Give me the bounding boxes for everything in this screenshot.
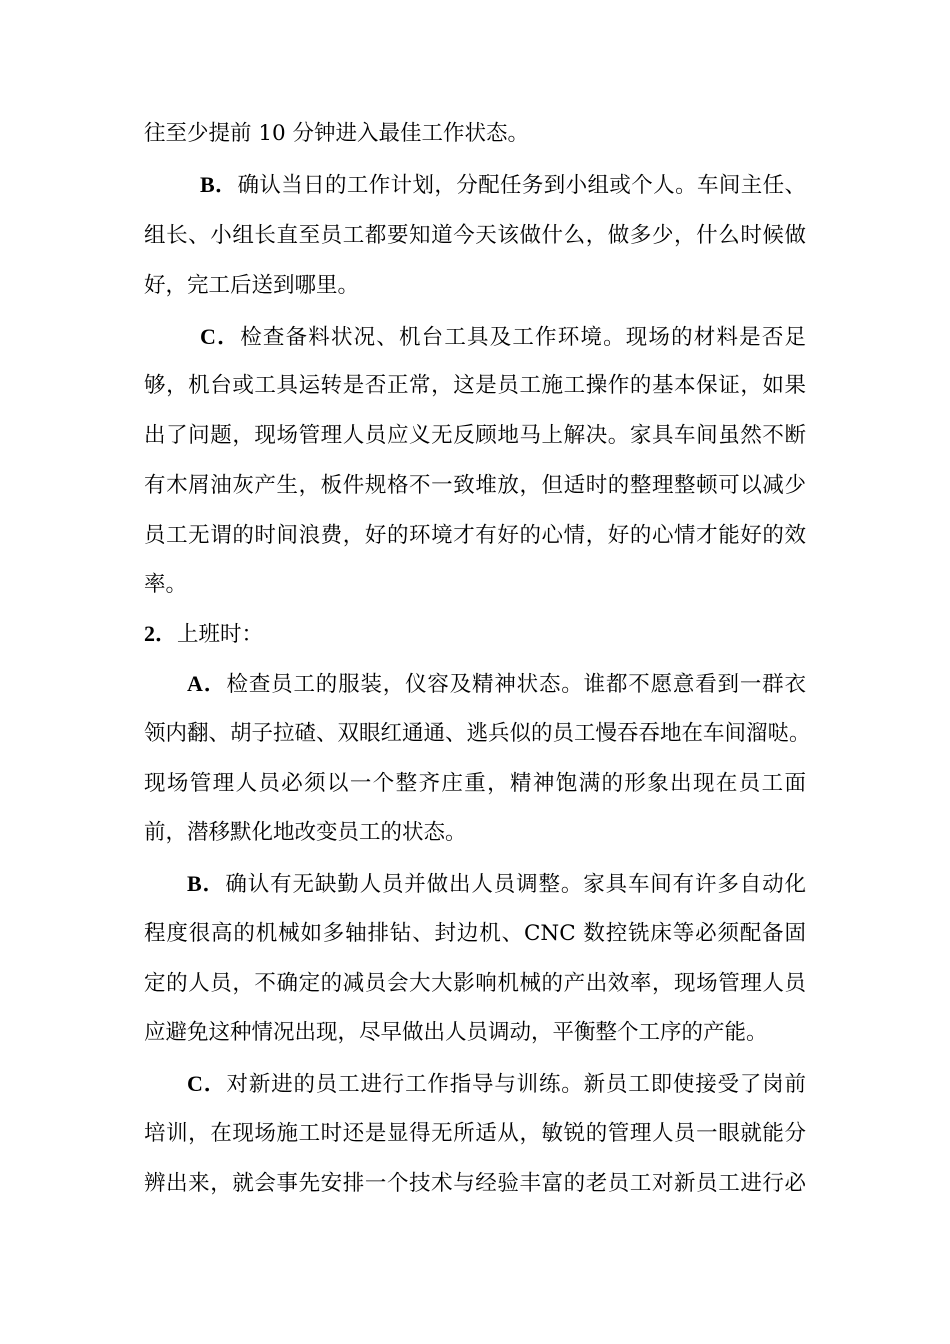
item-label: B．	[200, 172, 238, 197]
paragraph-line	[144, 813, 806, 853]
paragraph-line	[144, 964, 806, 1004]
line-text: 上班时：	[177, 622, 264, 647]
line-text: 确认当日的工作计划，分配任务到小组或个人。车间主任、	[237, 173, 806, 198]
line-text: 好，完工后送到哪里。	[144, 273, 360, 298]
paragraph-line	[144, 1164, 806, 1204]
paragraph-line	[144, 216, 806, 256]
paragraph-line	[187, 664, 806, 704]
line-text: 辨出来，就会事先安排一个技术与经验丰富的老员工对新员工进行必	[144, 1171, 806, 1196]
line-text: 组长、小组长直至员工都要知道今天该做什么，做多少，什么时候做	[144, 223, 806, 248]
paragraph-line	[144, 366, 806, 406]
line-text: 检查备料状况、机台工具及工作环境。现场的材料是否足	[240, 325, 806, 350]
item-label: B．	[187, 871, 226, 896]
line-text: 定的人员，不确定的减员会大大影响机械的产出效率，现场管理人员	[144, 971, 806, 996]
paragraph-line	[144, 1114, 806, 1154]
paragraph-line	[187, 864, 806, 904]
paragraph-line	[144, 266, 806, 306]
line-text: 员工无谓的时间浪费，好的环境才有好的心情，好的心情才能好的效	[144, 523, 806, 548]
line-text: 程度很高的机械如多轴排钻、封边机、CNC 数控铣床等必须配备固	[144, 921, 806, 946]
paragraph-line	[187, 1064, 806, 1104]
line-text: 率。	[144, 572, 188, 597]
line-text: 往至少提前 10 分钟进入最佳工作状态。	[144, 121, 530, 146]
line-text: 有木屑油灰产生，板件规格不一致堆放，但适时的整理整顿可以减少	[144, 473, 806, 498]
paragraph-line	[200, 317, 806, 357]
paragraph-line	[144, 416, 806, 456]
paragraph-line	[144, 714, 811, 754]
line-text: 够，机台或工具运转是否正常，这是员工施工操作的基本保证，如果	[144, 373, 806, 398]
section-heading	[144, 614, 806, 654]
line-text: 前，潜移默化地改变员工的状态。	[144, 820, 467, 845]
paragraph-line	[200, 165, 806, 205]
section-number: 2．	[144, 621, 178, 646]
line-text: 应避免这种情况出现，尽早做出人员调动，平衡整个工序的产能。	[144, 1020, 768, 1045]
line-text: 对新进的员工进行工作指导与训练。新员工即使接受了岗前	[226, 1072, 806, 1097]
item-label: A．	[187, 671, 227, 696]
paragraph-line	[144, 565, 806, 605]
line-text: 现场管理人员必须以一个整齐庄重，精神饱满的形象出现在员工面	[144, 771, 806, 796]
line-text: 检查员工的服装，仪容及精神状态。谁都不愿意看到一群衣	[226, 672, 806, 697]
line-text: 确认有无缺勤人员并做出人员调整。家具车间有许多自动化	[225, 872, 806, 897]
line-text: 出了问题，现场管理人员应义无反顾地马上解决。家具车间虽然不断	[144, 423, 806, 448]
paragraph-line	[144, 114, 806, 154]
paragraph-line	[144, 914, 806, 954]
item-label: C．	[187, 1071, 227, 1096]
paragraph-line	[144, 466, 806, 506]
line-text: 培训，在现场施工时还是显得无所适从，敏锐的管理人员一眼就能分	[144, 1121, 806, 1146]
paragraph-line	[144, 764, 806, 804]
paragraph-line	[144, 1013, 806, 1053]
item-label: C．	[200, 324, 241, 349]
line-text: 领内翻、胡子拉碴、双眼红通通、逃兵似的员工慢吞吞地在车间溜哒。	[144, 721, 811, 746]
paragraph-line	[144, 516, 806, 556]
